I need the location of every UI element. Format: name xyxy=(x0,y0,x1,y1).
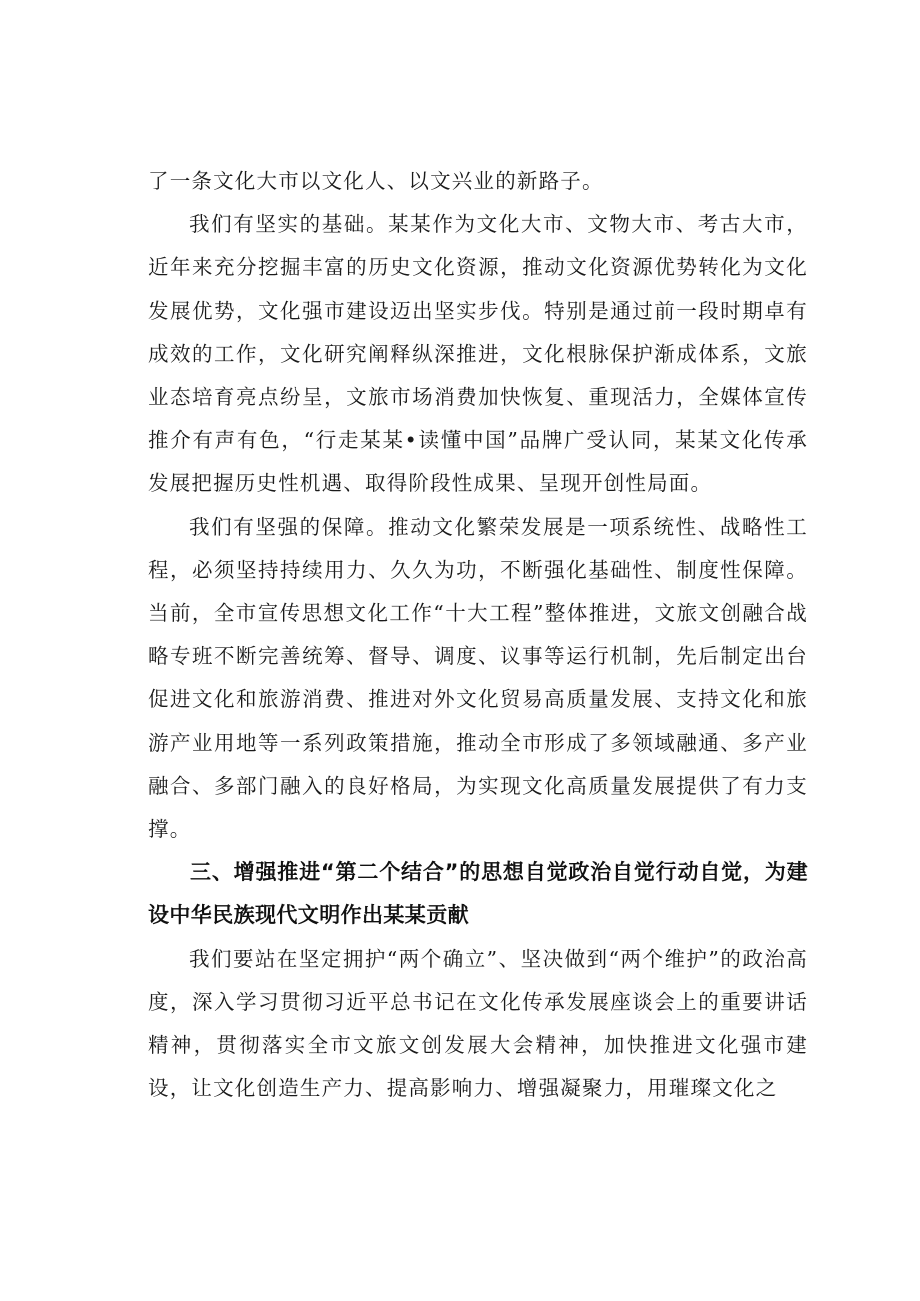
paragraph-continuation: 了一条文化大市以文化人、以文兴业的新路子。 xyxy=(148,169,604,193)
section-heading-three: 三、增强推进“第二个结合”的思想自觉政治自觉行动自觉，为建设中华民族现代文明作出某某贡献 xyxy=(148,860,808,928)
paragraph-strong-guarantee: 我们有坚强的保障。推动文化繁荣发展是一项系统性、战略性工程，必须坚持持续用力、久久为功，不断强化基础性、制度性保障。当前，全市宣传思想文化工作“十大工程”整体推进，文旅文创融合战略专班不断完善统筹、督导、调度、议事等运行机制，先后制定出台促进文化和旅游消费、推进对外文化贸易高质量发展、支持文化和旅游产业用地等一系列政策措施，推动全市形成了多领域融通、多产业融合、多部门融入的良好格局，为实现文化高质量发展提供了有力支撑。 xyxy=(148,514,808,842)
paragraph-solid-foundation: 我们有坚实的基础。某某作为文化大市、文物大市、考古大市，近年来充分挖掘丰富的历史文化资源，推动文化资源优势转化为文化发展优势，文化强市建设迈出坚实步伐。特别是通过前一段时期卓有成效的工作，文化研究阐释纵深推进，文化根脉保护渐成体系，文旅业态培育亮点纷呈，文旅市场消费加快恢复、重现活力，全媒体宣传推介有声有色，“行走某某•读懂中国”品牌广受认同，某某文化传承发展把握历史性机遇、取得阶段性成果、呈现开创性局面。 xyxy=(148,212,808,496)
paragraph-section-three-intro: 我们要站在坚定拥护“两个确立”、坚决做到“两个维护”的政治高度，深入学习贯彻习近平总书记在文化传承发展座谈会上的重要讲话精神，贯彻落实全市文旅文创发展大会精神，加快推进文化强市建设，让文化创造生产力、提高影响力、增强凝聚力，用璀璨文化之 xyxy=(148,946,808,1101)
document-body xyxy=(148,160,808,1110)
